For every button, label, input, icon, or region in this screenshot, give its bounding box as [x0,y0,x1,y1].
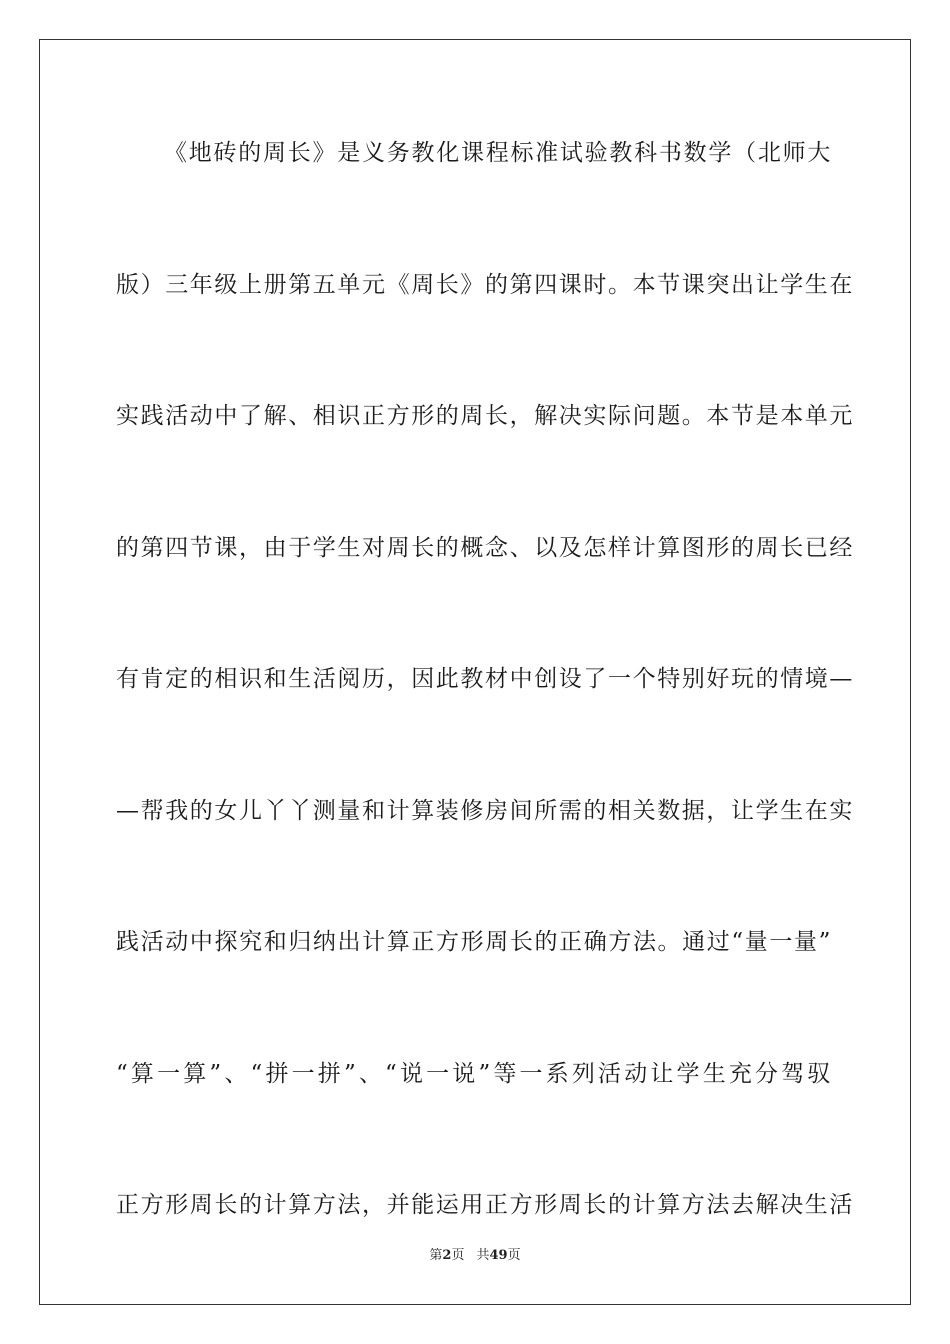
text-line-2: 版）三年级上册第五单元《周长》的第四课时。本节课突出让学生在 [116,271,854,298]
page-footer [0,1246,950,1266]
text-line-5: 有肯定的相识和生活阅历，因此教材中创设了一个特别好玩的情境— [116,666,854,692]
page-prefix: 第 [429,1248,443,1263]
total-page-count: 49 [489,1248,508,1263]
body-text [116,133,854,1317]
total-suffix: 页 [507,1248,521,1263]
current-page-number: 2 [442,1248,452,1263]
total-prefix: 共 [476,1248,490,1263]
text-line-4: 的第四节课，由于学生对周长的概念、以及怎样计算图形的周长已经 [116,534,854,561]
text-line-3: 实践活动中了解、相识正方形的周长，解决实际问题。本节是本单元 [116,403,854,429]
text-line-1: 《地砖的周长》是义务教化课程标准试验教科书数学（北师大 [164,140,832,166]
text-line-7: 践活动中探究和归纳出计算正方形周长的正确方法。通过“量一量” [116,929,832,955]
text-line-6: —帮我的女儿丫丫测量和计算装修房间所需的相关数据，让学生在实 [116,797,854,824]
page-suffix: 页 [451,1248,465,1263]
text-line-9: 正方形周长的计算方法，并能运用正方形周长的计算方法去解决生活 [116,1192,854,1218]
text-line-8: “算一算”、“拼一拼”、“说一说”等一系列活动让学生充分驾驭 [116,1060,832,1087]
